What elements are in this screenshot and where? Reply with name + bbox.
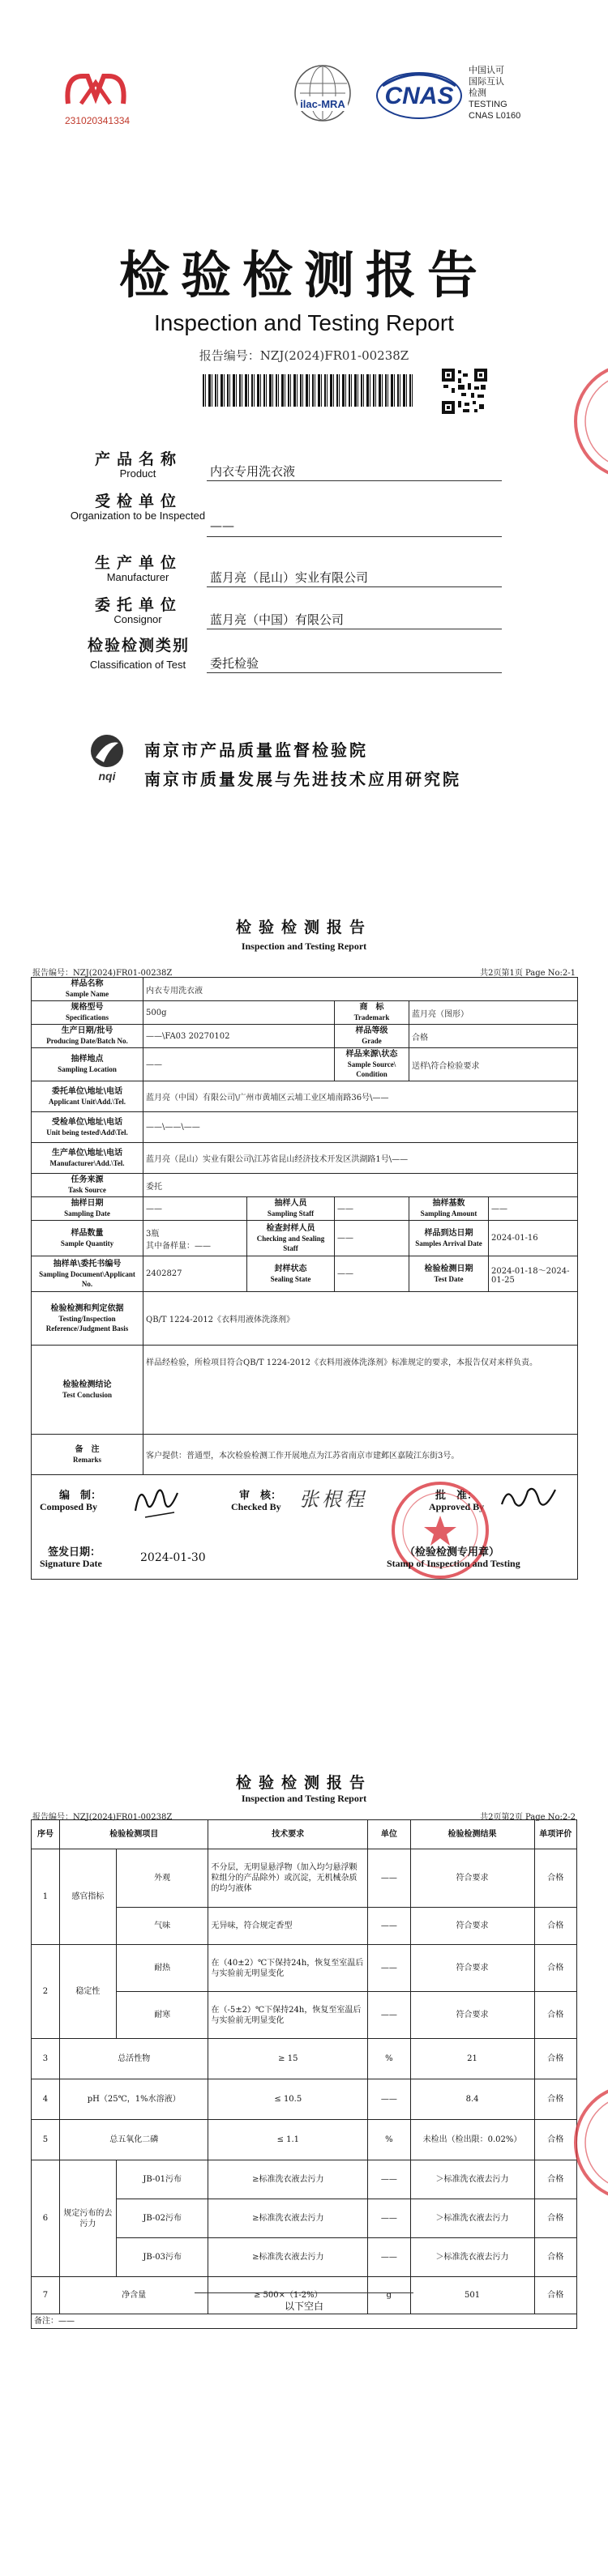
page3-page-info: 共2页第2页 Page No:2-2 bbox=[480, 1813, 576, 1822]
table-row: 5 总五氧化二磷 ≤ 1.1 % 未检出（检出限：0.02%） 合格 bbox=[32, 2120, 577, 2160]
checker-signature: 张根程 bbox=[299, 1488, 367, 1511]
batch-value: ——\FA03 20270102 bbox=[143, 1025, 335, 1048]
task-source-value: 委托 bbox=[143, 1174, 578, 1197]
field-manufacturer-label: 生产单位 bbox=[94, 554, 182, 572]
institute-name-2: 南京市质量发展与先进技术应用研究院 bbox=[144, 770, 461, 789]
sampling-date-value: —— bbox=[143, 1197, 247, 1221]
spec-value: 500g bbox=[143, 1001, 335, 1025]
page2-page-info: 共2页第1页 Page No:2-1 bbox=[480, 969, 576, 978]
issue-date-label-en: Signature Date bbox=[40, 1558, 102, 1569]
approved-label-en: Approved By bbox=[429, 1501, 485, 1512]
table-row: 2 稳定性 耐热 在（40±2）℃下保持24h，恢复至室温后与实验前无明显变化 —— 符合要求 合格 bbox=[32, 1945, 577, 1992]
svg-text:CNAS: CNAS bbox=[384, 83, 454, 109]
issue-date-label: 签发日期： bbox=[48, 1546, 101, 1559]
tested-unit-value: ——\——\—— bbox=[143, 1112, 578, 1143]
table-row: 7 净含量 ≥ 500×（1-2%） g 501 合格 bbox=[32, 2277, 577, 2314]
table-row: JB-03污布 ≥标准洗衣液去污力 —— ＞标准洗衣液去污力 合格 bbox=[32, 2238, 577, 2277]
source-value: 送样\符合检验要求 bbox=[409, 1048, 578, 1081]
table-row: 3 总活性物 ≥ 15 % 21 合格 bbox=[32, 2039, 577, 2079]
grade-value: 合格 bbox=[409, 1025, 578, 1048]
table-row: 耐寒 在（-5±2）℃下保持24h，恢复至室温后与实验前无明显变化 —— 符合要求 合格 bbox=[32, 1992, 577, 2039]
page3-subtitle: Inspection and Testing Report bbox=[241, 1793, 367, 1804]
page3-report-number: 报告编号：NZJ(2024)FR01-00238Z bbox=[32, 1813, 173, 1822]
cover-page bbox=[0, 0, 608, 875]
judgment-basis-value: QB/T 1224-2012《衣料用液体洗涤剂》 bbox=[143, 1292, 578, 1346]
cma-number: 231020341334 bbox=[65, 115, 131, 126]
field-org-label-en: Organization to be Inspected bbox=[70, 510, 206, 522]
basic-info-table: 样品名称 Sample Name 内衣专用洗衣液 规格型号 Specifications 500g 商 标 Trademark 蓝月亮（图形） 生产日期/批号 Producing Date/Batch No. ——\FA03 20270102 样品等级 Grade 合格 抽样地点 Sampling Location —— 样品来源\状态 Sample Source\ Condition 送样\符合检验要求 委托单位\地址\电话 Applicant Unit\Add.\Tel. 蓝月亮（中国）有限公司\广州市黄埔区云埔工业区埔南路36号\—— 受检单位\地址\电话 Unit being tested\Add\Tel. ——\——\—— 生产单位\地址\电话 Manufacturer\Add.\Tel. 蓝月亮（昆山）实业有限公司\江苏省昆山经济技术开发区洪湖路1号\—— 任务来源 Task Source 委托 抽样日期 Sampling Date —— 抽样人员 Sampling Staff —— 抽样基数 Sampling Amount —— 样品数量 Sample Quantity 3瓶 其中备样量：—— 检查封样人员 Checking and Sealing Staff —— 样品到达日期 Samples Arrival Date 2024-01-16 抽样单\委托书编号 Sampling Document\Applicant No. 2402827 封样状态 Sealing State —— 检验检测日期 Test Date 2024-01-18～2024-01-25 检验检测和判定依据 Testing/Inspection Reference/Judgment Basis QB/T 1224-2012《衣料用液体洗涤剂》 检验检测结论 Test Conclusion 样品经检验，所检项目符合QB/T 1224-2012《衣料用液体洗涤剂》标准规定的要求，本报告仅对来样负责。 备 注 Remarks 客户提供：普通型，本次检验检测工作开展地点为江苏省南京市建邺区嘉陵江东街3号。 编 制： Composed By 审 核： Checked By 张根程 批 准： Approved By 签发日期： Signature Date 2024-01-30 （检验检测专用章） Stamp of Inspection and Testing bbox=[31, 977, 578, 1580]
checked-label: 审 核： bbox=[239, 1490, 282, 1502]
composed-label: 编 制： bbox=[59, 1490, 102, 1502]
page2-subtitle: Inspection and Testing Report bbox=[241, 940, 367, 952]
remarks-row: 备注：—— bbox=[32, 2314, 577, 2329]
qr-code bbox=[442, 369, 487, 414]
field-org-value: —— bbox=[207, 518, 502, 537]
sealer-value: —— bbox=[335, 1221, 409, 1256]
composed-label-en: Composed By bbox=[40, 1501, 98, 1512]
issue-date-value: 2024-01-30 bbox=[140, 1551, 206, 1564]
table-row: 气味 无异味，符合规定香型 —— 符合要求 合格 bbox=[32, 1908, 577, 1945]
report-title-cn: 检验检测报告 bbox=[118, 245, 489, 305]
field-consignor-label: 委托单位 bbox=[94, 596, 182, 614]
approver-signature bbox=[497, 1480, 562, 1516]
cnas-logo bbox=[375, 66, 464, 122]
table-row: 4 pH（25℃，1%水溶液） ≤ 10.5 —— 8.4 合格 bbox=[32, 2079, 577, 2120]
page2-title: 检验检测报告 bbox=[235, 919, 372, 936]
remarks-value: 客户提供：普通型，本次检验检测工作开展地点为江苏省南京市建邺区嘉陵江东街3号。 bbox=[143, 1435, 578, 1475]
cnas-side-text: 中国认可 国际互认 检测 TESTING CNAS L0160 bbox=[469, 66, 521, 121]
ilac-mra-logo bbox=[288, 61, 358, 130]
stamp-label: （检验检测专用章） bbox=[405, 1546, 500, 1559]
blank-below-mark: 以下空白 bbox=[284, 2301, 323, 2312]
institute-name-1: 南京市产品质量监督检验院 bbox=[144, 740, 368, 760]
manufacturer-value: 蓝月亮（昆山）实业有限公司\江苏省昆山经济技术开发区洪湖路1号\—— bbox=[143, 1143, 578, 1174]
location-value: —— bbox=[143, 1048, 335, 1081]
sample-name-value: 内衣专用洗衣液 bbox=[143, 978, 578, 1001]
sampling-staff-value: —— bbox=[335, 1197, 409, 1221]
arrival-date-value: 2024-01-16 bbox=[489, 1221, 578, 1256]
stamp-label-en: Stamp of Inspection and Testing bbox=[387, 1558, 520, 1569]
conclusion-value: 样品经检验，所检项目符合QB/T 1224-2012《衣料用液体洗涤剂》标准规定的要求，本报告仅对来样负责。 bbox=[143, 1346, 578, 1435]
nqi-logo bbox=[88, 733, 126, 783]
svg-text:ilac-MRA: ilac-MRA bbox=[300, 98, 345, 110]
approved-label: 批 准： bbox=[435, 1490, 478, 1502]
field-classification-label-en: Classification of Test bbox=[89, 659, 186, 671]
table-row: 6 规定污布的去污力 JB-01污布 ≥标准洗衣液去污力 —— ＞标准洗衣液去污力 合格 bbox=[32, 2160, 577, 2199]
report-number: 报告编号：NZJ(2024)FR01-00238Z bbox=[199, 348, 409, 363]
seal-edge-stamp-2 bbox=[567, 2074, 608, 2211]
field-product-label: 产品名称 bbox=[94, 450, 182, 468]
field-consignor-value: 蓝月亮（中国）有限公司 bbox=[207, 611, 502, 629]
end-divider bbox=[195, 2292, 413, 2293]
table-row: 1 感官指标 外观 不分层，无明显悬浮物（加入均匀悬浮颗粒组分的产品除外）或沉淀，无机械杂质的均匀液体 —— 符合要求 合格 bbox=[32, 1849, 577, 1908]
test-date-value: 2024-01-18～2024-01-25 bbox=[489, 1256, 578, 1292]
seal-state-value: —— bbox=[335, 1256, 409, 1292]
field-classification-label: 检验检测类别 bbox=[87, 637, 190, 655]
signature-area bbox=[32, 1475, 578, 1580]
page3-title: 检验检测报告 bbox=[235, 1774, 372, 1792]
field-classification-value: 委托检验 bbox=[207, 655, 502, 673]
results-table bbox=[31, 1819, 577, 2329]
composer-signature bbox=[129, 1478, 186, 1522]
field-consignor-label-en: Consignor bbox=[113, 613, 162, 625]
field-product-label-en: Product bbox=[119, 467, 156, 480]
field-org-label: 受检单位 bbox=[94, 493, 182, 510]
document-no-value: 2402827 bbox=[143, 1256, 247, 1292]
checked-label-en: Checked By bbox=[231, 1501, 281, 1512]
sample-qty-value: 3瓶 其中备样量：—— bbox=[143, 1221, 247, 1256]
field-manufacturer-label-en: Manufacturer bbox=[106, 571, 169, 583]
results-header-row: 序号 检验检测项目 技术要求 单位 检验检测结果 单项评价 bbox=[32, 1820, 577, 1849]
table-row: JB-02污布 ≥标准洗衣液去污力 —— ＞标准洗衣液去污力 合格 bbox=[32, 2199, 577, 2238]
field-manufacturer-value: 蓝月亮（昆山）实业有限公司 bbox=[207, 569, 502, 587]
seal-edge-stamp bbox=[567, 356, 608, 486]
page2-report-number: 报告编号：NZJ(2024)FR01-00238Z bbox=[32, 969, 173, 978]
barcode bbox=[203, 374, 413, 407]
sampling-amount-value: —— bbox=[489, 1197, 578, 1221]
cma-logo bbox=[63, 71, 128, 109]
svg-text:nqi: nqi bbox=[98, 770, 116, 783]
field-product-value: 内衣专用洗衣液 bbox=[207, 463, 502, 481]
trademark-value: 蓝月亮（图形） bbox=[409, 1001, 578, 1025]
report-title-en: Inspection and Testing Report bbox=[154, 310, 454, 335]
applicant-value: 蓝月亮（中国）有限公司\广州市黄埔区云埔工业区埔南路36号\—— bbox=[143, 1081, 578, 1112]
